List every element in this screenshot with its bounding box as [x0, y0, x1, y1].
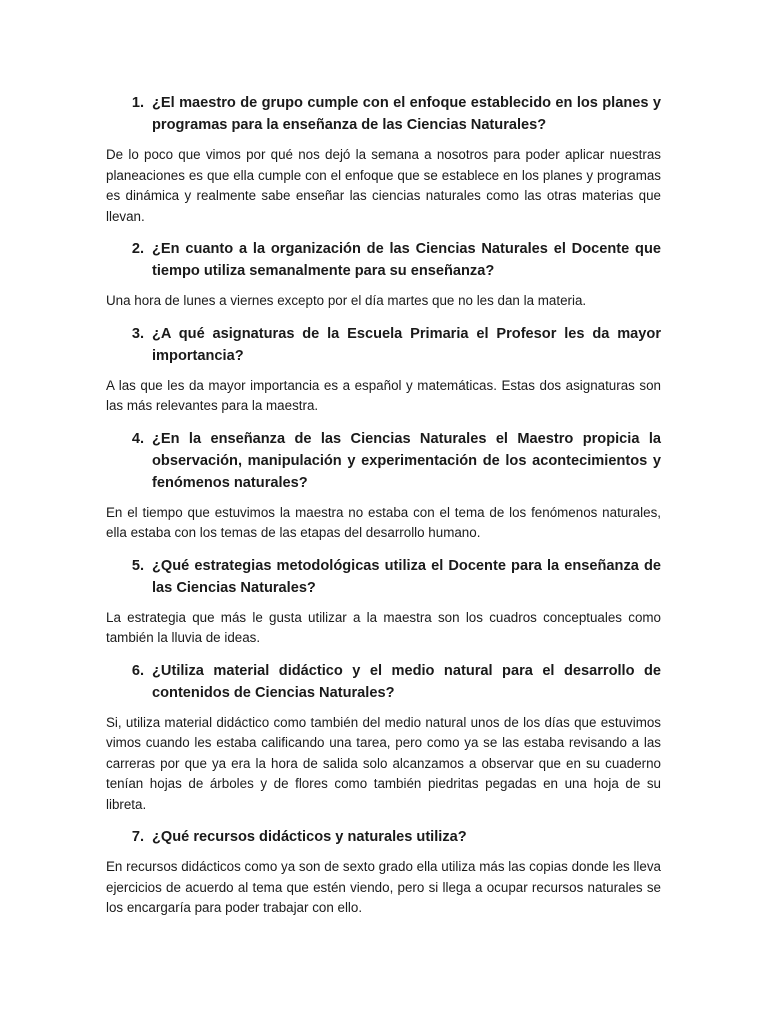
- question-number: 7.: [131, 829, 144, 845]
- question-text: ¿El maestro de grupo cumple con el enfoque establecido en los planes y programas para la enseñanza de las Ciencias Naturales?: [152, 95, 661, 133]
- qa-item-5: [106, 555, 661, 649]
- question-number: 4.: [131, 430, 144, 447]
- question-text: ¿Utiliza material didáctico y el medio natural para el desarrollo de contenidos de Ciencias Naturales?: [152, 662, 661, 701]
- answer-3: A las que les da mayor importancia es a español y matemáticas. Estas dos asignaturas son las más relevantes para la maestra.: [106, 377, 661, 413]
- qa-item-3: [106, 323, 661, 417]
- question-number: 3.: [131, 325, 144, 342]
- question-4: [106, 428, 661, 494]
- qa-item-2: [106, 238, 661, 312]
- question-text: ¿A qué asignaturas de la Escuela Primaria el Profesor les da mayor importancia?: [152, 325, 661, 364]
- answer-5: La estrategia que más le gusta utilizar a la maestra son los cuadros conceptuales como también la lluvia de ideas.: [106, 609, 661, 645]
- question-7: [106, 826, 661, 848]
- answer-4: En el tiempo que estuvimos la maestra no estaba con el tema de los fenómenos naturales, ella estaba con los temas de las etapas del desarrollo humano.: [106, 504, 661, 540]
- question-text: ¿En cuanto a la organización de las Ciencias Naturales el Docente que tiempo utiliza semanalmente para su enseñanza?: [152, 241, 661, 279]
- qa-item-4: [106, 428, 661, 544]
- question-1: [106, 92, 661, 136]
- question-2: [106, 238, 661, 282]
- question-text: ¿En la enseñanza de las Ciencias Naturales el Maestro propicia la observación, manipulación y experimentación de los acontecimientos y fenómenos naturales?: [152, 430, 661, 491]
- document-page: [106, 92, 661, 930]
- question-text: ¿Qué recursos didácticos y naturales utiliza?: [152, 829, 467, 845]
- question-number: 2.: [131, 241, 144, 257]
- answer-2: Una hora de lunes a viernes excepto por el día martes que no les dan la materia.: [106, 293, 587, 308]
- answer-7: En recursos didácticos como ya son de sexto grado ella utiliza más las copias donde les lleva ejercicios de acuerdo al tema que estén viendo, pero si llega a ocupar recursos naturales se los encargaría para poder trabajar con ello.: [106, 859, 661, 915]
- question-number: 1.: [131, 95, 144, 111]
- question-number: 5.: [131, 557, 144, 574]
- answer-6: Si, utiliza material didáctico como también del medio natural unos de los días que estuvimos vimos cuando les estaba calificando una tarea, pero como ya se las estaba revisando a las carreras por que ya era la hora de salida solo alcanzamos a observar que en su cuaderno tenían hojas de árboles y de flores como también piedritas pegadas en una hoja de su libreta.: [106, 714, 661, 812]
- question-3: [106, 323, 661, 367]
- question-number: 6.: [131, 662, 144, 679]
- qa-item-7: [106, 826, 661, 919]
- qa-item-1: [106, 92, 661, 227]
- question-6: [106, 660, 661, 704]
- answer-1: De lo poco que vimos por qué nos dejó la semana a nosotros para poder aplicar nuestras planeaciones es que ella cumple con el enfoque que se establece en los planes y programas es dinámica y realmente sabe enseñar las ciencias naturales como las otras materias que llevan.: [106, 147, 661, 224]
- question-5: [106, 555, 661, 599]
- qa-item-6: [106, 660, 661, 816]
- question-text: ¿Qué estrategias metodológicas utiliza el Docente para la enseñanza de las Ciencias Naturales?: [152, 557, 661, 596]
